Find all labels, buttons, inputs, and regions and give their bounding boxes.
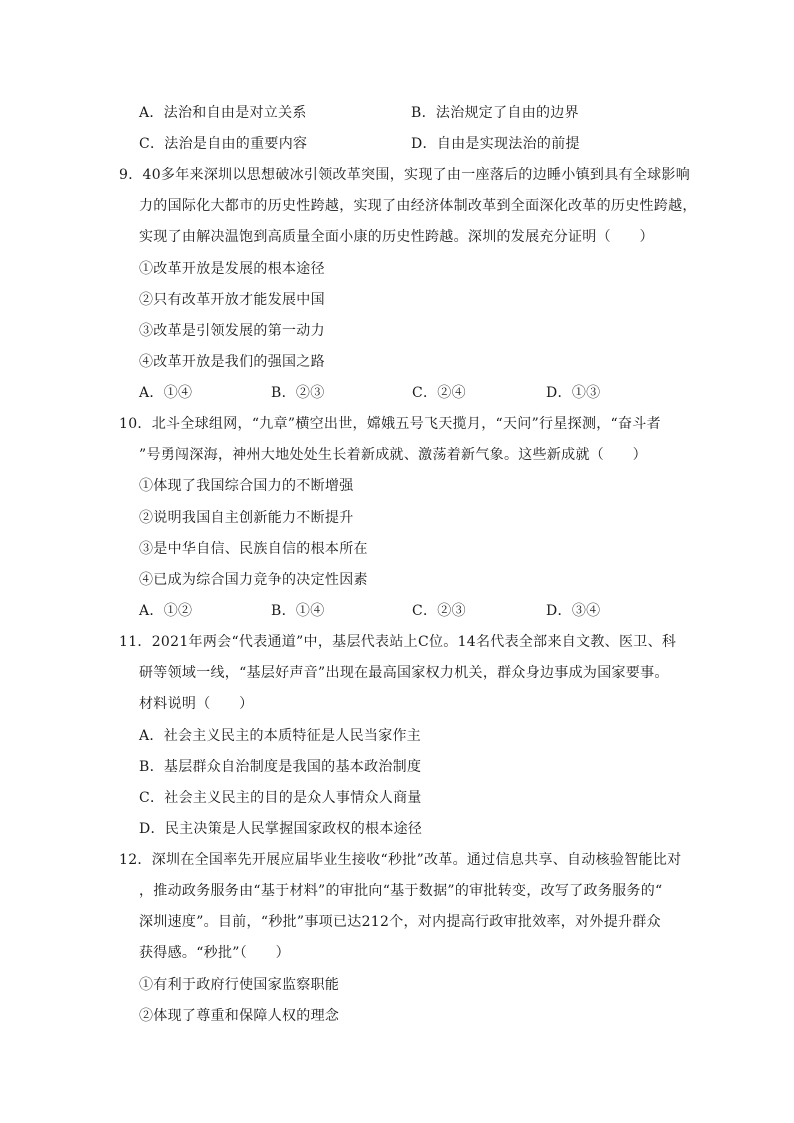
q11-option-d: D．民主决策是人民掌握国家政权的根本途径: [139, 821, 423, 837]
q11-option-a: A．社会主义民主的本质特征是人民当家作主: [139, 728, 422, 744]
q9-statement-1: ①改革开放是发展的根本途径: [139, 261, 325, 277]
q12-stem-line-4: 获得感。“秒批”（ ）: [139, 945, 290, 961]
q10-option-a: A．①②: [139, 603, 193, 619]
q11-option-c: C．社会主义民主的目的是众人事情众人商量: [139, 790, 422, 806]
q11-stem-line-1: 11．2021年两会“代表通道”中，基层代表站上C位。14名代表全部来自文教、医卫、科: [119, 634, 677, 650]
q8-option-b: B．法治规定了自由的边界: [411, 105, 579, 121]
q10-option-b: B．①④: [271, 603, 325, 619]
q9-stem-line-1: 9．40多年来深圳以思想破冰引领改革突围，实现了由一座落后的边睡小镇到具有全球影响: [119, 167, 691, 183]
q11-option-b: B．基层群众自治制度是我国的基本政治制度: [139, 759, 422, 775]
q9-option-d: D．①③: [546, 385, 601, 401]
q9-option-b: B．②③: [271, 385, 325, 401]
q11-stem-line-2: 研等领域一线，“基层好声音”出现在最高国家权力机关，群众身边事成为国家要事。: [139, 665, 669, 681]
q10-option-d: D．③④: [546, 603, 601, 619]
q9-option-a: A．①④: [139, 385, 193, 401]
q9-stem-line-3: 实现了由解决温饱到高质量全面小康的历史性跨越。深圳的发展充分证明（ ）: [139, 229, 654, 245]
q12-statement-2: ②体现了尊重和保障人权的理念: [139, 1008, 340, 1024]
q9-option-c: C．②④: [412, 385, 466, 401]
q10-option-c: C．②③: [412, 603, 466, 619]
q12-statement-1: ①有利于政府行使国家监察职能: [139, 977, 340, 993]
q8-option-d: D．自由是实现法治的前提: [411, 136, 580, 152]
q9-statement-3: ③改革是引领发展的第一动力: [139, 323, 325, 339]
q12-stem-line-2: ，推动政务服务由“基于材料”的审批向“基于数据”的审批转变，改写了政务服务的“: [139, 883, 663, 899]
q10-statement-1: ①体现了我国综合国力的不断增强: [139, 478, 354, 494]
q10-stem-line-2: ”号勇闯深海，神州大地处处生长着新成就、激荡着新气象。这些新成就（ ）: [139, 447, 647, 463]
q9-statement-4: ④改革开放是我们的强国之路: [139, 354, 325, 370]
q11-stem-line-3: 材料说明（ ）: [139, 696, 254, 712]
q9-stem-line-2: 力的国际化大都市的历史性跨越，实现了由经济体制改革到全面深化改革的历史性跨越，: [139, 198, 697, 214]
q10-statement-4: ④已成为综合国力竞争的决定性因素: [139, 572, 368, 588]
q8-option-a: A．法治和自由是对立关系: [139, 105, 307, 121]
q10-stem-line-1: 10．北斗全球组网，“九章”横空出世，嫦娥五号飞天揽月，“天问”行星探测，“奋斗者: [119, 416, 661, 432]
q10-statement-3: ③是中华自信、民族自信的根本所在: [139, 541, 368, 557]
q10-statement-2: ②说明我国自主创新能力不断提升: [139, 510, 354, 526]
q8-option-c: C．法治是自由的重要内容: [139, 136, 308, 152]
q12-stem-line-3: 深圳速度”。目前，“秒批”事项已达212个，对内提高行政审批效率，对外提升群众: [139, 914, 661, 930]
q9-statement-2: ②只有改革开放才能发展中国: [139, 292, 325, 308]
q12-stem-line-1: 12．深圳在全国率先开展应届毕业生接收“秒批”改革。通过信息共享、自动核验智能比对: [119, 852, 682, 868]
